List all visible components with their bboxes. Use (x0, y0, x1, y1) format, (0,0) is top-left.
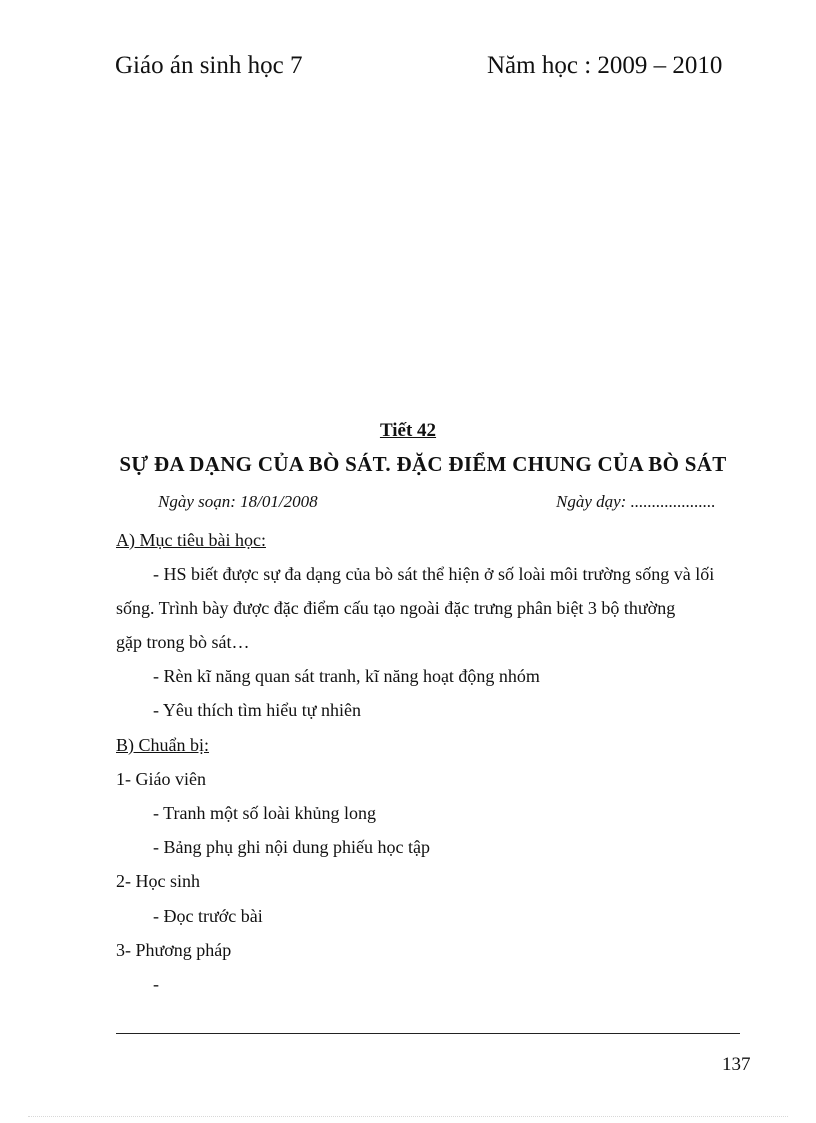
date-taught: Ngày dạy: .................... (556, 492, 716, 511)
section-a-heading: A) Mục tiêu bài học: (116, 530, 266, 550)
objective-line: - Yêu thích tìm hiểu tự nhiên (153, 700, 362, 720)
section-b-heading: B) Chuẩn bị: (116, 735, 209, 755)
teacher-label: 1- Giáo viên (116, 769, 206, 789)
footer-divider (116, 1033, 740, 1034)
page-bottom-dotted-edge (28, 1116, 788, 1117)
lesson-number: Tiết 42 (379, 420, 437, 441)
teacher-item: - Bảng phụ ghi nội dung phiếu học tập (153, 837, 430, 857)
date-prepared: Ngày soạn: 18/01/2008 (158, 492, 318, 511)
objective-line: - HS biết được sự đa dạng của bò sát thể hiện ở số loài môi trường sống và lối (153, 564, 715, 584)
method-item: - (153, 974, 159, 994)
objective-line: gặp trong bò sát… (116, 632, 250, 652)
objective-line: sống. Trình bày được đặc điểm cấu tạo ngoài đặc trưng phân biệt 3 bộ thường (116, 598, 676, 618)
method-label: 3- Phương pháp (116, 940, 232, 960)
page-number: 137 (722, 1054, 751, 1075)
lesson-title: SỰ ĐA DẠNG CỦA BÒ SÁT. ĐẶC ĐIỂM CHUNG CỦA BÒ SÁT (119, 452, 727, 476)
objective-line: - Rèn kĩ năng quan sát tranh, kĩ năng hoạt động nhóm (153, 666, 540, 686)
student-item: - Đọc trước bài (153, 906, 263, 926)
header-school-year: Năm học : 2009 – 2010 (487, 52, 723, 79)
teacher-item: - Tranh một số loài khủng long (153, 803, 377, 823)
header-subject: Giáo án sinh học 7 (115, 52, 303, 79)
student-label: 2- Học sinh (116, 871, 200, 891)
